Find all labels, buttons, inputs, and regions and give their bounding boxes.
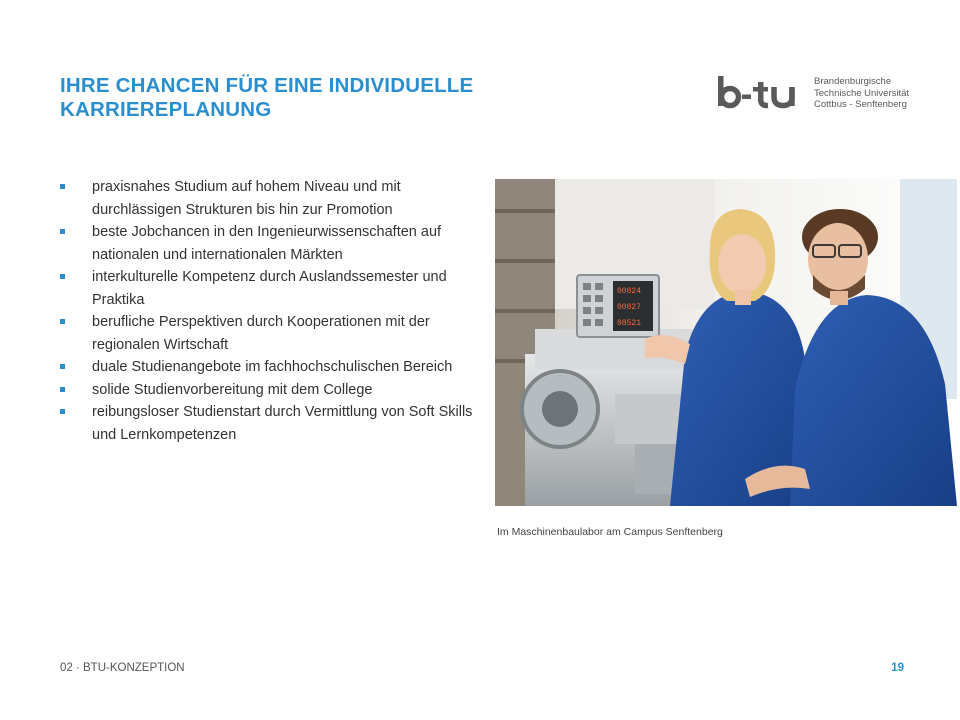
logo-text-line-3: Cottbus - Senftenberg [814,99,907,110]
bullet-text: beste Jobchancen in den Ingenieurwissenschaften auf nationalen und internationalen Märkten [92,224,442,263]
bullet-text: reibungsloser Studienstart durch Vermittlung von Soft Skills und Lernkompetenzen [92,404,473,443]
bullet-item [60,379,485,402]
readout-line-3: 08521 [617,319,642,328]
readout-line-2: 00027 [617,303,642,312]
btu-logo-mark [716,74,806,114]
readout-line-1: 00024 [617,287,642,296]
bullet-marker-icon [60,274,65,279]
bullet-marker-icon [60,409,65,414]
slide-title-line-1: IHRE CHANCEN FÜR EINE INDIVIDUELLE [60,74,474,97]
bullet-marker-icon [60,229,65,234]
photo-caption: Im Maschinenbaulabor am Campus Senftenberg [497,526,723,538]
bullet-marker-icon [60,319,65,324]
bullet-text: praxisnahes Studium auf hohem Niveau und mit durchlässigen Strukturen bis hin zur Promotion [92,179,401,218]
bullet-marker-icon [60,364,65,369]
btu-logo [716,74,926,114]
lab-photo [495,179,957,506]
page-number: 19 [891,662,904,674]
bullet-marker-icon [60,387,65,392]
footer-section-label: 02 · BTU-KONZEPTION [60,662,185,674]
logo-text-line-2: Technische Universität [814,87,910,99]
bullet-text: duale Studienangebote im fachhochschulischen Bereich [92,359,453,375]
bullet-item [60,266,485,311]
btu-logo-text [814,76,909,111]
logo-text-line-1: Brandenburgische [814,76,892,87]
bullet-text: solide Studienvorbereitung mit dem College [92,381,373,398]
slide-title [60,74,620,122]
bullet-text: berufliche Perspektiven durch Kooperationen mit der regionalen Wirtschaft [92,314,430,353]
bullet-text: interkulturelle Kompetenz durch Auslandssemester und Praktika [92,269,447,308]
bullet-marker-icon [60,184,65,189]
slide-title-line-2: KARRIEREPLANUNG [60,98,272,121]
bullet-item [60,221,485,266]
bullet-item [60,311,485,356]
bullet-item [60,401,485,446]
bullet-list [60,176,485,446]
bullet-item [60,176,485,221]
bullet-item [60,356,485,379]
